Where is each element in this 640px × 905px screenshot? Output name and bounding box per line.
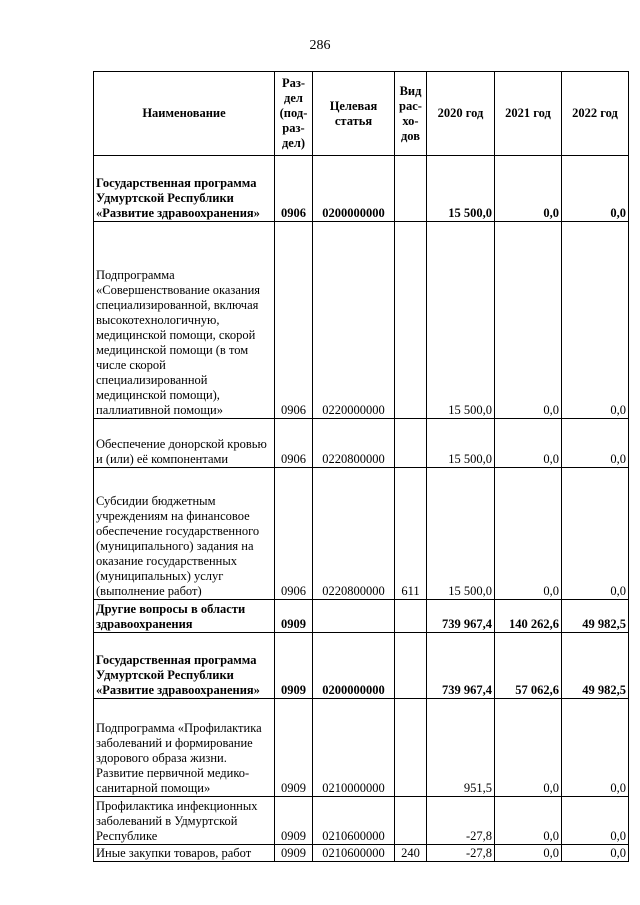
cell-2022: 0,0 [562,797,629,845]
cell-target: 0210600000 [313,797,395,845]
cell-2020: 739 967,4 [427,600,495,633]
cell-2020: -27,8 [427,797,495,845]
cell-target: 0210600000 [313,845,395,862]
cell-section: 0906 [275,156,313,222]
cell-2020: 15 500,0 [427,468,495,600]
cell-section: 0909 [275,633,313,699]
budget-table [93,71,629,862]
cell-2022: 0,0 [562,419,629,468]
cell-section: 0906 [275,222,313,419]
cell-expense [395,419,427,468]
cell-2022: 0,0 [562,468,629,600]
cell-target: 0220800000 [313,468,395,600]
header-name: Наименование [94,72,275,156]
cell-2021: 0,0 [495,156,562,222]
cell-section: 0906 [275,468,313,600]
cell-name: Иные закупки товаров, работ [94,845,275,862]
cell-section: 0909 [275,797,313,845]
table-row [94,797,629,845]
cell-name: Субсидии бюджетным учреждениям на финансовое обеспечение государственного (муниципального) задания на оказание государственных (муниципальных) услуг (выполнение работ) [94,468,275,600]
cell-expense: 611 [395,468,427,600]
cell-target: 0210000000 [313,699,395,797]
cell-2020: 951,5 [427,699,495,797]
cell-2021: 57 062,6 [495,633,562,699]
table-row [94,699,629,797]
cell-2020: 15 500,0 [427,419,495,468]
table-row [94,419,629,468]
cell-name: Подпрограмма «Совершенствование оказания специализированной, включая высокотехнологичную, медицинской помощи, скорой медицинской помощи (в том числе скорой специализированной медицинской помощи), паллиативной помощи» [94,222,275,419]
header-section: Раз- дел (под- раз- дел) [275,72,313,156]
cell-2022: 49 982,5 [562,633,629,699]
cell-target [313,600,395,633]
cell-2022: 0,0 [562,845,629,862]
header-target: Целевая статья [313,72,395,156]
cell-name: Обеспечение донорской кровью и (или) её компонентами [94,419,275,468]
cell-expense: 240 [395,845,427,862]
cell-2021: 0,0 [495,468,562,600]
cell-expense [395,633,427,699]
cell-name: Профилактика инфекционных заболеваний в Удмуртской Республике [94,797,275,845]
cell-2022: 49 982,5 [562,600,629,633]
cell-section: 0909 [275,699,313,797]
cell-name: Подпрограмма «Профилактика заболеваний и формирование здорового образа жизни. Развитие первичной медико-санитарной помощи» [94,699,275,797]
cell-name: Государственная программа Удмуртской Республики «Развитие здравоохранения» [94,156,275,222]
cell-2021: 0,0 [495,845,562,862]
cell-target: 0220800000 [313,419,395,468]
cell-2022: 0,0 [562,699,629,797]
cell-target: 0200000000 [313,633,395,699]
cell-2021: 0,0 [495,797,562,845]
cell-2020: -27,8 [427,845,495,862]
header-2020: 2020 год [427,72,495,156]
cell-expense [395,699,427,797]
table-body [94,156,629,862]
cell-2021: 140 262,6 [495,600,562,633]
table-row [94,156,629,222]
cell-name: Государственная программа Удмуртской Республики «Развитие здравоохранения» [94,633,275,699]
table-row [94,222,629,419]
cell-2022: 0,0 [562,222,629,419]
cell-target: 0200000000 [313,156,395,222]
cell-2020: 739 967,4 [427,633,495,699]
cell-name: Другие вопросы в области здравоохранения [94,600,275,633]
cell-section: 0909 [275,600,313,633]
header-2022: 2022 год [562,72,629,156]
header-expense: Вид рас- хо- дов [395,72,427,156]
cell-expense [395,222,427,419]
table-header [94,72,629,156]
table-row [94,468,629,600]
cell-section: 0906 [275,419,313,468]
table-row [94,600,629,633]
cell-target: 0220000000 [313,222,395,419]
cell-2022: 0,0 [562,156,629,222]
cell-2020: 15 500,0 [427,222,495,419]
page-number: 286 [309,38,331,53]
cell-section: 0909 [275,845,313,862]
cell-expense [395,600,427,633]
cell-2021: 0,0 [495,222,562,419]
cell-2020: 15 500,0 [427,156,495,222]
cell-2021: 0,0 [495,699,562,797]
table-row [94,633,629,699]
header-2021: 2021 год [495,72,562,156]
cell-2021: 0,0 [495,419,562,468]
cell-expense [395,156,427,222]
table-row [94,845,629,862]
cell-expense [395,797,427,845]
